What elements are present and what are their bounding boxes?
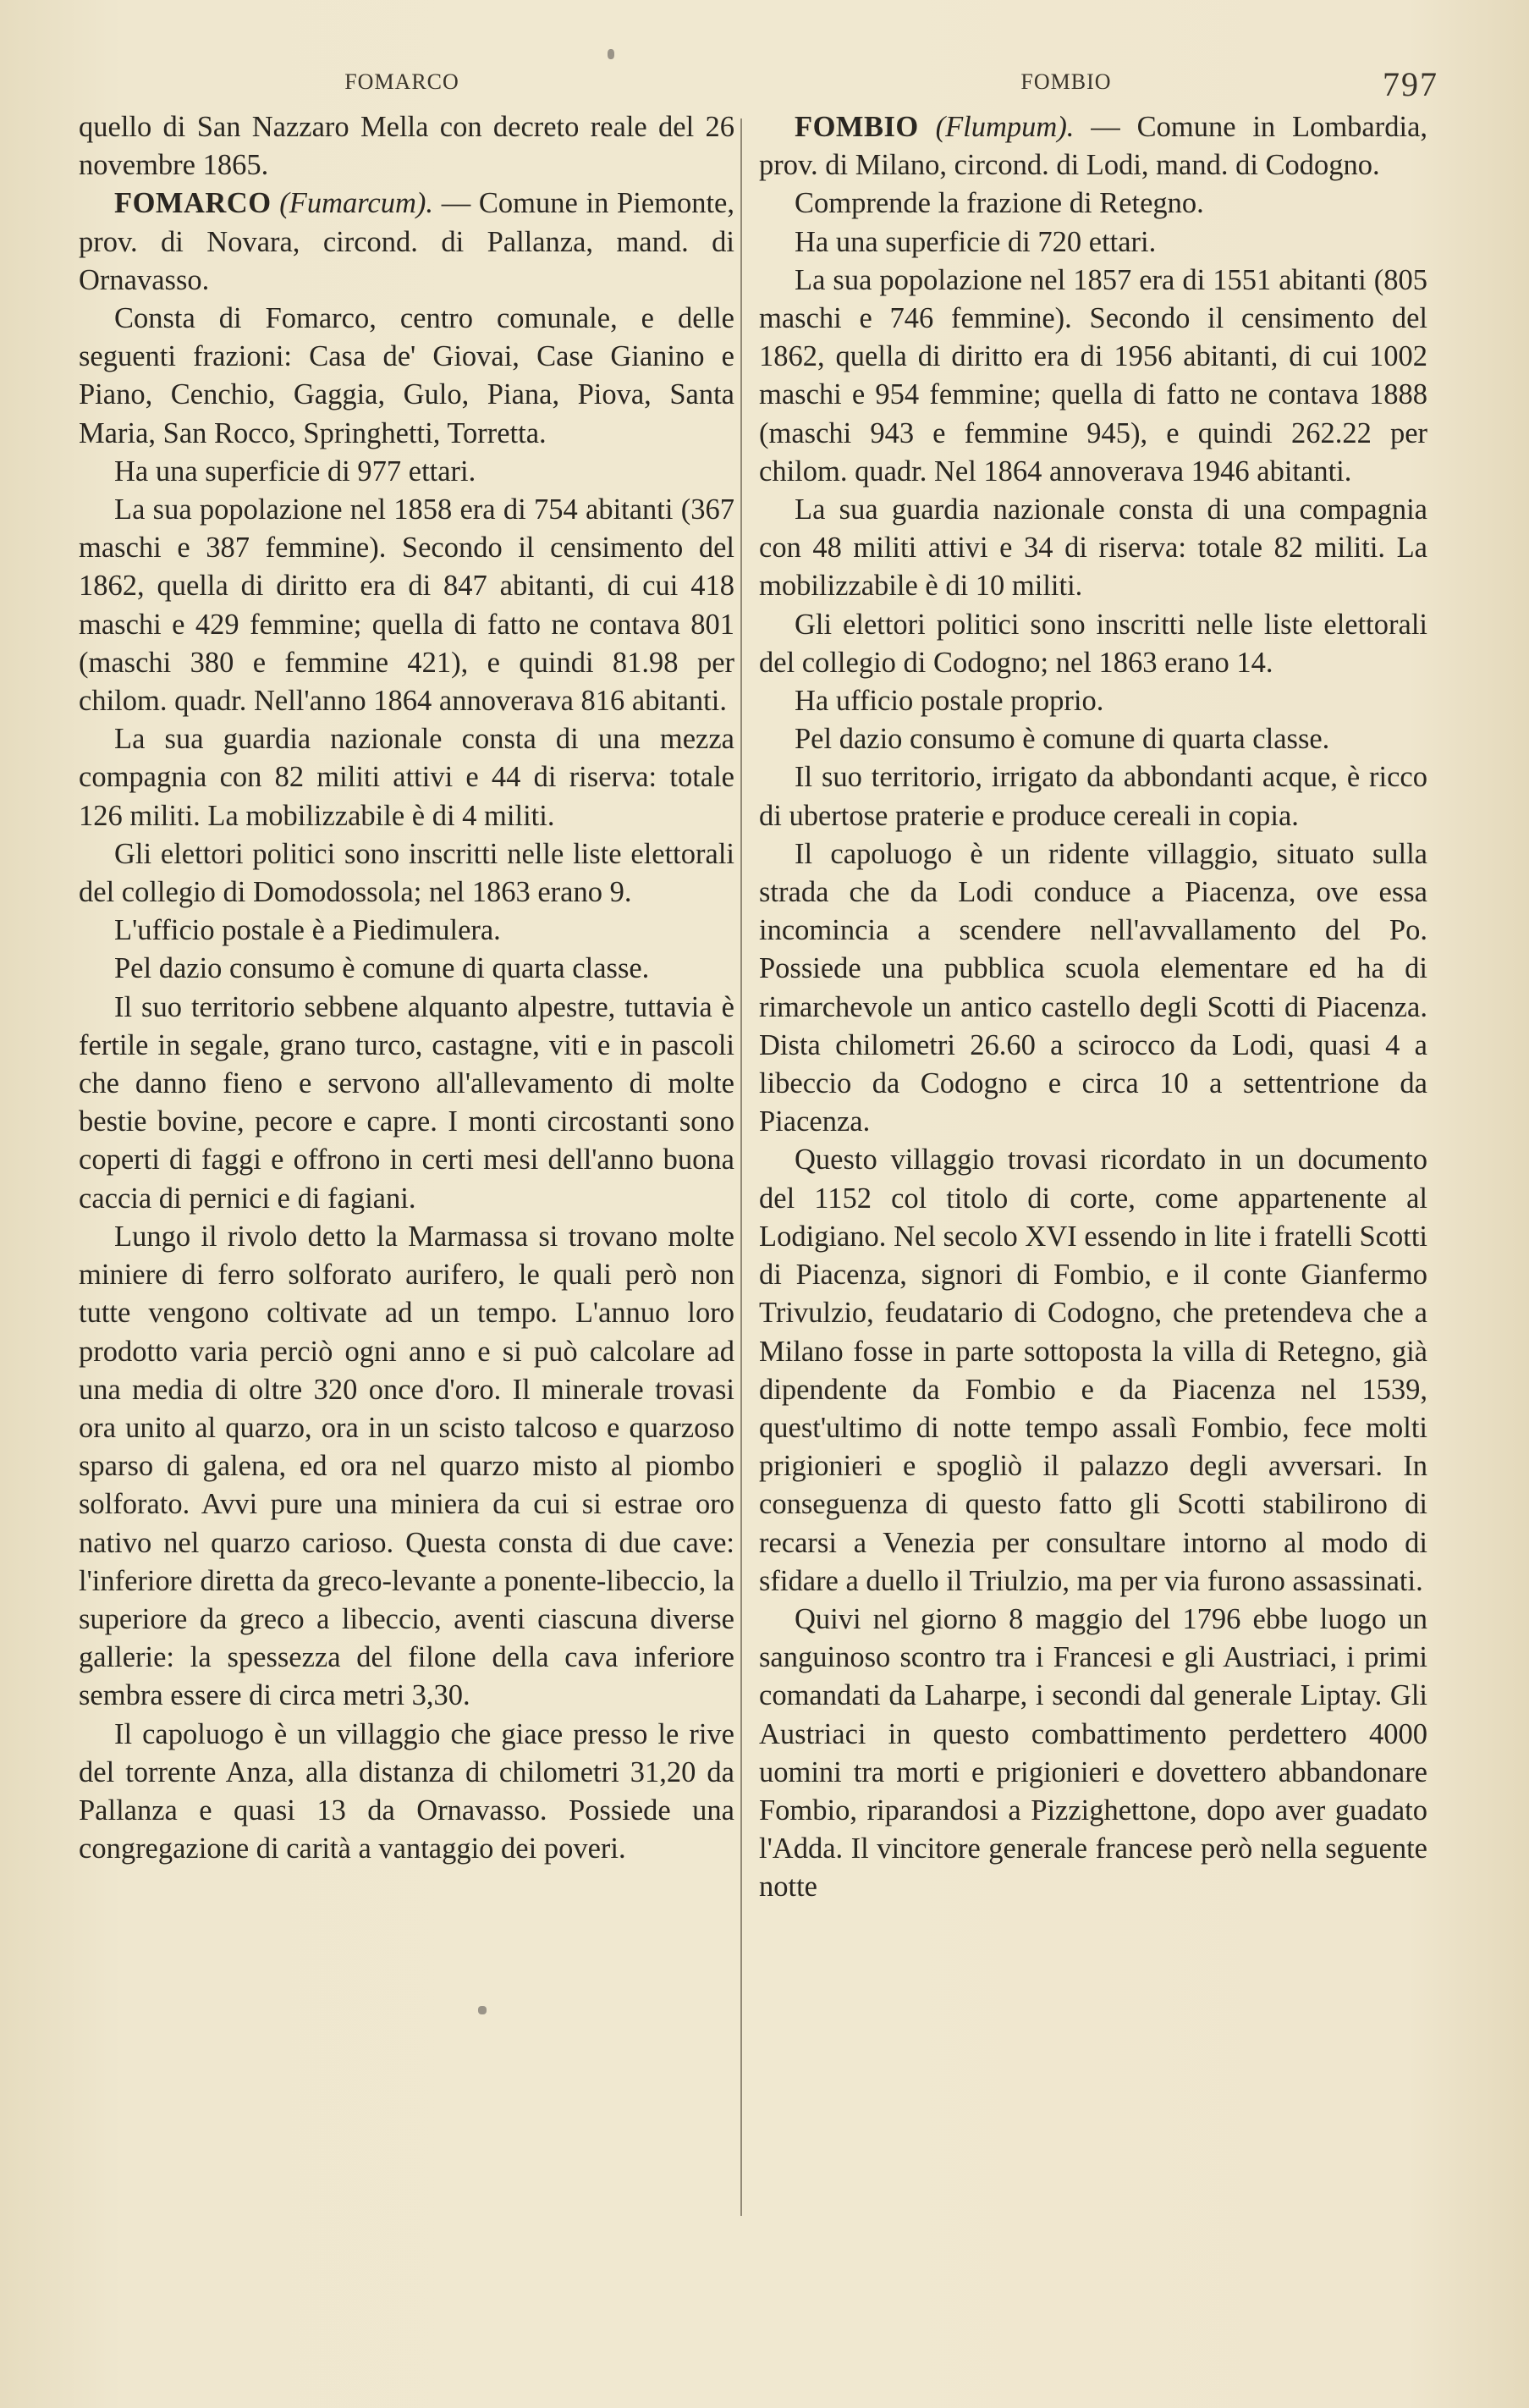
entry-latin-fombio: (Flumpum). [935, 111, 1075, 143]
fombio-tax-paragraph: Pel dazio consumo è comune di quarta classe. [795, 723, 1330, 756]
fombio-post-paragraph: Ha ufficio postale proprio. [795, 685, 1104, 718]
fombio-territory-paragraph: Il suo territorio, irrigato da abbondanti acque, è ricco di ubertose praterie e produce cereali in copia. [759, 761, 1427, 832]
print-speck [478, 2006, 487, 2014]
fombio-surface-paragraph: Ha una superficie di 720 ettari. [795, 225, 1157, 258]
fombio-history-paragraph: Questo villaggio trovasi ricordato in un documento del 1152 col titolo di corte, come appartenente al Lodigiano. Nel secolo XVI essendo in lite i fratelli Scotti di Piacenza, signori di Fombio, e il conte Gianfermo Trivulzio, feudatario di Codogno, che pretendeva che a Milano fosse in parte sottoposta la villa di Retegno, già dipendente da Fombio e da Piacenza nel 1539, quest'ultimo di notte tempo assalì Fombio, fece molti prigionieri e spogliò il palazzo degli avversari. In conseguenza di questo fatto gli Scotti stabilirono di recarsi a Venezia per consultare intorno al modo di sfidare a duello il Triulzio, ma per via furono assassinati. [759, 1143, 1427, 1597]
fomarco-surface-paragraph: Ha una superficie di 977 ettari. [114, 455, 476, 488]
fomarco-electors-paragraph: Gli elettori politici sono inscritti nelle liste elettorali del collegio di Domodossola; nel 1863 erano 9. [79, 837, 734, 909]
left-column [79, 108, 734, 1868]
fomarco-population-paragraph: La sua popolazione nel 1858 era di 754 abitanti (367 maschi e 387 femmine). Secondo il censimento del 1862, quella di diritto era di 847 abitanti, di cui 418 maschi e 429 femmine; quella di fatto ne contava 801 (maschi 380 e femmine 421), e quindi 81.98 per chilom. quadr. Nell'anno 1864 annoverava 816 abitanti. [79, 493, 734, 718]
entry-description-fomarco: — Comune in Piemonte, prov. di Novara, circond. di Pallanza, mand. di Ornavasso. [79, 187, 734, 296]
running-head-left: FOMARCO [344, 69, 459, 94]
running-head-right [762, 65, 1438, 110]
fomarco-entry-heading [79, 185, 734, 300]
right-column [759, 108, 1427, 1907]
fomarco-post-paragraph: L'ufficio postale è a Piedimulera. [114, 914, 501, 947]
fombio-frazione-paragraph: Comprende la frazione di Retegno. [795, 187, 1204, 220]
fombio-electors-paragraph: Gli elettori politici sono inscritti nelle liste elettorali del collegio di Codogno; nel 1863 erano 14. [759, 608, 1427, 679]
fomarco-capital-paragraph: Il capoluogo è un villaggio che giace presso le rive del torrente Anza, alla distanza di chilometri 31,20 da Pallanza e quasi 13 da Ornavasso. Possiede una congregazione di carità a vantaggio dei poveri. [79, 1717, 734, 1865]
fomarco-territory-paragraph: Il suo territorio sebbene alquanto alpestre, tuttavia è fertile in segale, grano turco, castagne, viti e in pascoli che danno fieno e servono all'allevamento di molte bestie bovine, pecore e capre. I monti circostanti sono coperti di faggi e offrono in certi mesi dell'anno buona caccia di pernici e di fagiani. [79, 990, 734, 1215]
fombio-capital-paragraph: Il capoluogo è un ridente villaggio, situato sulla strada che da Lodi conduce a Piacenza, ove essa incomincia a scendere nell'avvallamento del Po. Possiede una pubblica scuola elementare ed ha di rimarchevole un antico castello degli Scotti di Piacenza. Dista chilometri 26.60 a scirocco da Lodi, quasi 4 a libeccio da Codogno e circa 10 a settentrione da Piacenza. [759, 837, 1427, 1138]
running-head-right-title: FOMBIO [1020, 69, 1112, 94]
fombio-battle-paragraph: Quivi nel giorno 8 maggio del 1796 ebbe luogo un sanguinoso scontro tra i Francesi e gli Austriaci, i primi comandati da Laharpe, i secondi dal generale Liptay. Gli Austriaci in questo combattimento perdettero 4000 uomini tra morti e prigionieri e dovettero abbandonare Fombio, riparandosi a Pizzighettone, dopo aver guadato l'Adda. Il vincitore generale francese però nella seguente notte [759, 1602, 1427, 1904]
entry-title-fombio: FOMBIO [795, 111, 919, 143]
print-speck [608, 49, 614, 59]
fomarco-frazioni-paragraph: Consta di Fomarco, centro comunale, e delle seguenti frazioni: Casa de' Giovai, Case Gianino e Piano, Cenchio, Gaggia, Gulo, Piana, Piova, Santa Maria, San Rocco, Springhetti, Torretta. [79, 302, 734, 449]
page-number: 797 [1383, 65, 1438, 103]
fombio-entry-heading [759, 108, 1427, 185]
fomarco-tax-paragraph: Pel dazio consumo è comune di quarta classe. [114, 952, 650, 985]
entry-latin-fomarco: (Fumarcum). [279, 187, 433, 220]
entry-title-fomarco: FOMARCO [114, 187, 272, 220]
fomarco-mines-paragraph: Lungo il rivolo detto la Marmassa si trovano molte miniere di ferro solforato aurifero, le quali però non tutte vengono coltivate ad un tempo. L'annuo loro prodotto varia perciò ogni anno e si può calcolare ad una media di oltre 320 once d'oro. Il minerale trovasi ora unito al quarzo, ora in un scisto talcoso e quarzoso sparso di galena, ed ora nel quarzo misto al piombo solforato. Avvi pure una miniera da cui si estrae oro nativo nel quarzo carioso. Questa consta di due cave: l'inferiore diretta da greco-levante a ponente-libeccio, la superiore da greco a libeccio, aventi ciascuna diverse gallerie: la spessezza del filone della cava inferiore sembra essere di circa metri 3,30. [79, 1220, 734, 1712]
fomarco-continuation-paragraph: quello di San Nazzaro Mella con decreto reale del 26 novembre 1865. [79, 111, 734, 182]
fombio-guard-paragraph: La sua guardia nazionale consta di una compagnia con 48 militi attivi e 34 di riserva: totale 82 militi. La mobilizzabile è di 10 militi. [759, 493, 1427, 603]
fomarco-guard-paragraph: La sua guardia nazionale consta di una mezza compagnia con 82 militi attivi e 44 di riserva: totale 126 militi. La mobilizzabile è di 4 militi. [79, 723, 734, 832]
entry-description-fombio: — Comune in Lombardia, prov. di Milano, circond. di Lodi, mand. di Codogno. [759, 111, 1428, 182]
column-divider [740, 118, 742, 2216]
fombio-population-paragraph: La sua popolazione nel 1857 era di 1551 abitanti (805 maschi e 746 femmine). Secondo il censimento del 1862, quella di diritto era di 1956 abitanti, di cui 1002 maschi e 954 femmine; quella di fatto ne contava 1888 (maschi 943 e femmine 945), e quindi 262.22 per chilom. quadr. Nel 1864 annoverava 1946 abitanti. [759, 263, 1427, 488]
